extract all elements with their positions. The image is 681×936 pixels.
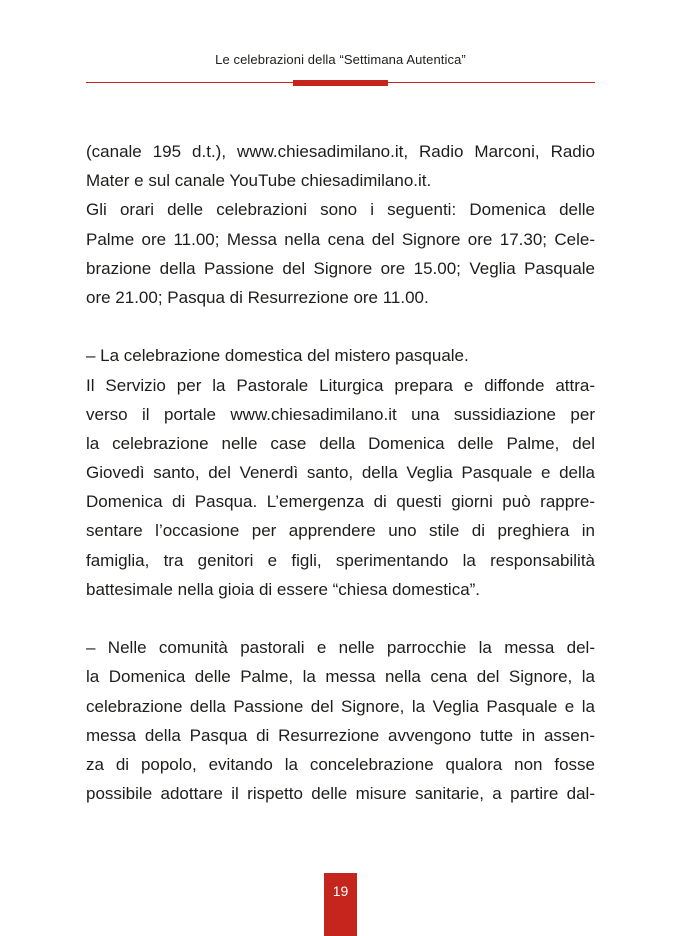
text-line: (canale 195 d.t.), www.chiesadimilano.it, Radio Marconi, Radio (86, 142, 595, 161)
text-line: celebrazione della Passione del Signore, la Veglia Pasquale e la (86, 696, 595, 716)
text-line: – Nelle comunità pastorali e nelle parrocchie la messa del- (86, 638, 595, 658)
paragraph-gap (86, 604, 595, 633)
text-line: za di popolo, evitando la concelebrazione qualora non fosse (86, 754, 595, 774)
text-line: – La celebrazione domestica del mistero pasquale. (86, 346, 469, 366)
text-line: ore 21.00; Pasqua di Resurrezione ore 11.00. (86, 287, 429, 307)
text-line: brazione della Passione del Signore ore 15.00; Veglia Pasquale (86, 258, 595, 278)
text-line: la celebrazione nelle case della Domenica delle Palme, del (86, 433, 595, 453)
page-number: 19 (324, 873, 357, 936)
text-line: possibile adottare il rispetto delle misure sanitarie, a partire dal- (86, 784, 595, 804)
text-line: verso il portale www.chiesadimilano.it una sussidiazione per (86, 404, 595, 424)
text-line: battesimale nella gioia di essere “chiesa domestica”. (86, 579, 481, 599)
text-line: sentare l’occasione per apprendere uno stile di preghiera in (86, 521, 595, 541)
paragraph-gap (86, 312, 595, 341)
text-line: la Domenica delle Palme, la messa nella cena del Signore, la (86, 667, 595, 687)
text-line: messa della Pasqua di Resurrezione avvengono tutte in assen- (86, 725, 595, 745)
running-header: Le celebrazioni della “Settimana Autentica” (215, 52, 466, 67)
text-line: Gli orari delle celebrazioni sono i seguenti: Domenica delle (86, 200, 595, 220)
body-text (86, 137, 595, 808)
text-line: Il Servizio per la Pastorale Liturgica prepara e diffonde attra- (86, 375, 595, 395)
text-line: Palme ore 11.00; Messa nella cena del Signore ore 17.30; Cele- (86, 229, 595, 249)
header-accent-bar (293, 80, 388, 86)
text-line: Giovedì santo, del Venerdì santo, della Veglia Pasquale e della (86, 463, 595, 483)
text-line: Mater e sul canale YouTube chiesadimilano.it. (86, 171, 432, 191)
text-line: famiglia, tra genitori e figli, sperimentando la responsabilità (86, 550, 595, 570)
text-line: Domenica di Pasqua. L’emergenza di questi giorni può rappre- (86, 492, 595, 512)
